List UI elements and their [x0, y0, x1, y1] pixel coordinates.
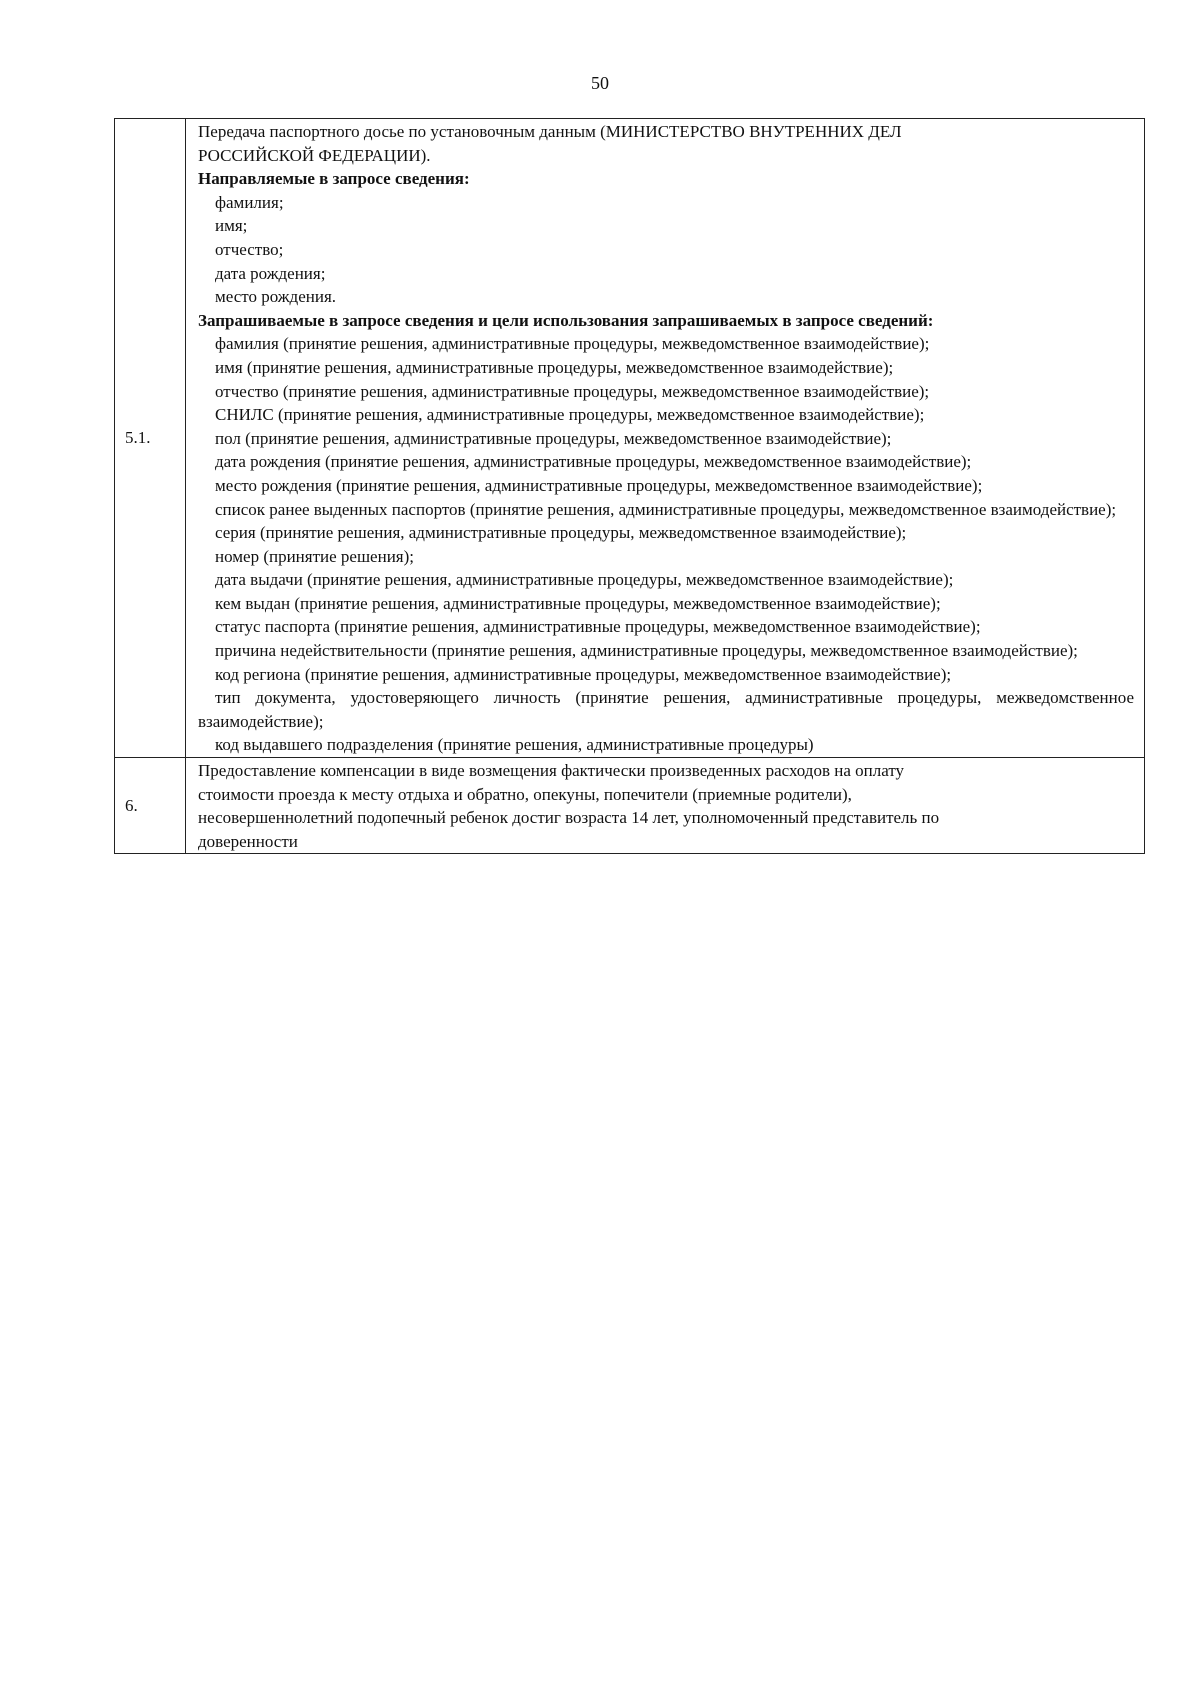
list-item: СНИЛС (принятие решения, административные процедуры, межведомственное взаимодействие);	[215, 405, 925, 425]
list-item: кем выдан (принятие решения, административные процедуры, межведомственное взаимодействие);	[215, 593, 941, 613]
document-table	[114, 118, 1145, 854]
list-item: пол (принятие решения, административные процедуры, межведомственное взаимодействие);	[215, 428, 892, 448]
list-item: отчество;	[215, 239, 284, 259]
list-item: серия (принятие решения, административные процедуры, межведомственное взаимодействие);	[215, 523, 907, 543]
list-item: дата рождения;	[215, 263, 326, 283]
list-item: статус паспорта (принятие решения, административные процедуры, межведомственное взаимодействие);	[215, 617, 981, 637]
service-text-line: стоимости проезда к месту отдыха и обратно, опекуны, попечители (приемные родители),	[198, 784, 852, 804]
list-item: место рождения (принятие решения, административные процедуры, межведомственное взаимодействие);	[215, 475, 983, 495]
list-item: имя;	[215, 216, 248, 236]
list-item: номер (принятие решения);	[215, 546, 415, 566]
table-row	[115, 119, 1145, 758]
list-item: причина недействительности (принятие решения, административные процедуры, межведомственное взаимодействие);	[215, 641, 1078, 661]
list-item: тип документа, удостоверяющего личность (принятие решения, административные процедуры, межведомственное взаимодействие);	[198, 688, 1134, 731]
list-item: фамилия;	[215, 192, 284, 212]
requested-info-heading: Запрашиваемые в запросе сведения и цели использования запрашиваемых в запросе сведений:	[198, 310, 934, 330]
service-title-line: Передача паспортного досье по установочным данным (МИНИСТЕРСТВО ВНУТРЕННИХ ДЕЛ	[198, 122, 902, 141]
service-text-line: доверенности	[198, 831, 298, 851]
row-content-cell	[186, 758, 1145, 854]
row-number-cell: 5.1.	[115, 119, 186, 758]
sent-info-heading: Направляемые в запросе сведения:	[198, 169, 470, 189]
row-content-cell	[186, 119, 1145, 758]
list-item: фамилия (принятие решения, административные процедуры, межведомственное взаимодействие);	[215, 334, 930, 354]
row-number-cell: 6.	[115, 758, 186, 854]
list-item: код региона (принятие решения, административные процедуры, межведомственное взаимодействие);	[215, 664, 952, 684]
list-item: код выдавшего подразделения (принятие решения, административные процедуры)	[215, 735, 814, 755]
page-number: 50	[591, 73, 609, 93]
service-title-line: РОССИЙСКОЙ ФЕДЕРАЦИИ).	[198, 145, 431, 165]
service-text-line: несовершеннолетний подопечный ребенок достиг возраста 14 лет, уполномоченный представитель по	[198, 808, 940, 828]
list-item: дата рождения (принятие решения, административные процедуры, межведомственное взаимодействие);	[215, 452, 972, 472]
list-item: отчество (принятие решения, административные процедуры, межведомственное взаимодействие);	[215, 381, 930, 401]
list-item: список ранее выденных паспортов (принятие решения, административные процедуры, межведомственное взаимодействие);	[215, 499, 1117, 519]
service-text-line: Предоставление компенсации в виде возмещения фактически произведенных расходов на оплату	[198, 761, 905, 781]
list-item: место рождения.	[215, 287, 337, 307]
table-row	[115, 758, 1145, 854]
list-item: имя (принятие решения, административные процедуры, межведомственное взаимодействие);	[215, 357, 894, 377]
list-item: дата выдачи (принятие решения, административные процедуры, межведомственное взаимодействие);	[215, 570, 954, 590]
